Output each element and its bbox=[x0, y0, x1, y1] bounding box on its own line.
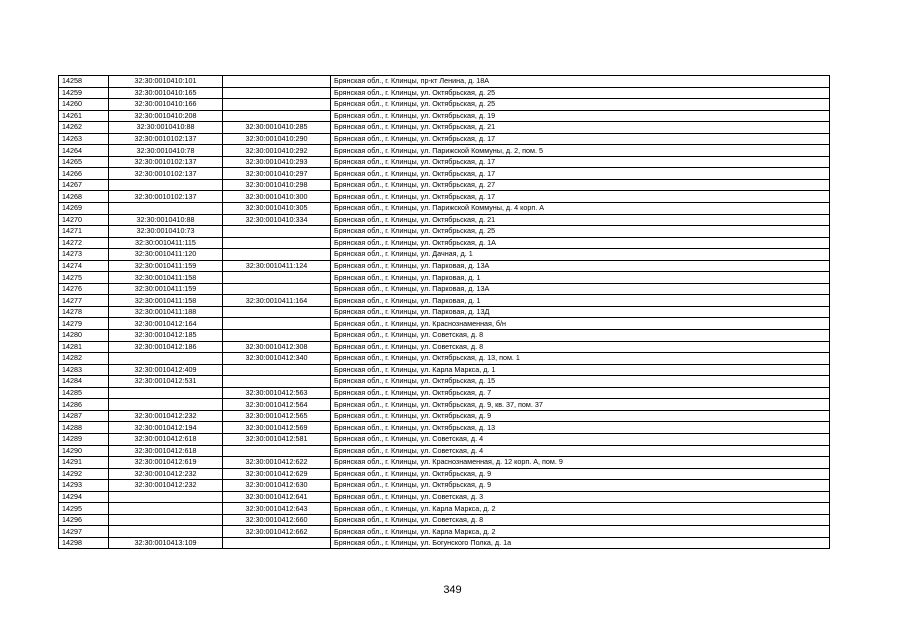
row-number: 14288 bbox=[59, 422, 109, 434]
table-row bbox=[59, 237, 830, 249]
cadastral-number-cell: 32:30:0010411:158 bbox=[109, 272, 223, 284]
table-row bbox=[59, 260, 830, 272]
cadastral-number-cell: 32:30:0010411:115 bbox=[109, 237, 223, 249]
linked-cadastral-number-cell bbox=[223, 537, 331, 549]
cadastral-number-cell: 32:30:0010102:137 bbox=[109, 168, 223, 180]
address-cell: Брянская обл., г. Клинцы, ул. Советская, д. 4 bbox=[331, 445, 830, 457]
address-cell: Брянская обл., г. Клинцы, ул. Октябрьская, д. 25 bbox=[331, 226, 830, 238]
address-cell: Брянская обл., г. Клинцы, ул. Парковая, д. 13Д bbox=[331, 306, 830, 318]
row-number: 14279 bbox=[59, 318, 109, 330]
cadastral-number-cell: 32:30:0010411:158 bbox=[109, 295, 223, 307]
table-row bbox=[59, 283, 830, 295]
row-number: 14289 bbox=[59, 433, 109, 445]
cadastral-number-cell bbox=[109, 514, 223, 526]
cadastral-number-cell: 32:30:0010410:78 bbox=[109, 145, 223, 157]
linked-cadastral-number-cell: 32:30:0010412:581 bbox=[223, 433, 331, 445]
row-number: 14285 bbox=[59, 387, 109, 399]
address-cell: Брянская обл., г. Клинцы, ул. Октябрьская, д. 13, пом. 1 bbox=[331, 353, 830, 365]
address-cell: Брянская обл., г. Клинцы, пр-кт Ленина, д. 18А bbox=[331, 76, 830, 88]
address-cell: Брянская обл., г. Клинцы, ул. Советская, д. 8 bbox=[331, 330, 830, 342]
cadastral-number-cell: 32:30:0010413:109 bbox=[109, 537, 223, 549]
linked-cadastral-number-cell bbox=[223, 110, 331, 122]
linked-cadastral-number-cell: 32:30:0010410:298 bbox=[223, 179, 331, 191]
table-row bbox=[59, 387, 830, 399]
table-row bbox=[59, 179, 830, 191]
address-cell: Брянская обл., г. Клинцы, ул. Октябрьская, д. 9 bbox=[331, 410, 830, 422]
cadastral-number-cell: 32:30:0010412:531 bbox=[109, 376, 223, 388]
row-number: 14263 bbox=[59, 133, 109, 145]
table-row bbox=[59, 422, 830, 434]
address-cell: Брянская обл., г. Клинцы, ул. Октябрьская, д. 25 bbox=[331, 87, 830, 99]
linked-cadastral-number-cell: 32:30:0010412:563 bbox=[223, 387, 331, 399]
address-cell: Брянская обл., г. Клинцы, ул. Октябрьская, д. 13 bbox=[331, 422, 830, 434]
row-number: 14281 bbox=[59, 341, 109, 353]
table-row bbox=[59, 156, 830, 168]
row-number: 14265 bbox=[59, 156, 109, 168]
address-cell: Брянская обл., г. Клинцы, ул. Октябрьская, д. 17 bbox=[331, 168, 830, 180]
row-number: 14282 bbox=[59, 353, 109, 365]
row-number: 14264 bbox=[59, 145, 109, 157]
cadastral-number-cell: 32:30:0010411:159 bbox=[109, 260, 223, 272]
linked-cadastral-number-cell: 32:30:0010412:564 bbox=[223, 399, 331, 411]
cadastral-number-cell: 32:30:0010411:159 bbox=[109, 283, 223, 295]
table-row bbox=[59, 537, 830, 549]
cadastral-number-cell: 32:30:0010410:166 bbox=[109, 99, 223, 111]
cadastral-number-cell bbox=[109, 503, 223, 515]
linked-cadastral-number-cell bbox=[223, 249, 331, 261]
cadastral-number-cell bbox=[109, 179, 223, 191]
linked-cadastral-number-cell: 32:30:0010411:164 bbox=[223, 295, 331, 307]
row-number: 14259 bbox=[59, 87, 109, 99]
address-cell: Брянская обл., г. Клинцы, ул. Богунского Полка, д. 1а bbox=[331, 537, 830, 549]
row-number: 14277 bbox=[59, 295, 109, 307]
row-number: 14258 bbox=[59, 76, 109, 88]
table-row bbox=[59, 76, 830, 88]
table-row bbox=[59, 353, 830, 365]
linked-cadastral-number-cell: 32:30:0010412:565 bbox=[223, 410, 331, 422]
row-number: 14295 bbox=[59, 503, 109, 515]
table-row bbox=[59, 214, 830, 226]
table-row bbox=[59, 526, 830, 538]
row-number: 14286 bbox=[59, 399, 109, 411]
cadastral-number-cell bbox=[109, 491, 223, 503]
table-row bbox=[59, 341, 830, 353]
cadastral-number-cell: 32:30:0010410:73 bbox=[109, 226, 223, 238]
linked-cadastral-number-cell: 32:30:0010410:334 bbox=[223, 214, 331, 226]
table-row bbox=[59, 514, 830, 526]
cadastral-number-cell: 32:30:0010412:618 bbox=[109, 445, 223, 457]
table-row bbox=[59, 457, 830, 469]
cadastral-number-cell bbox=[109, 399, 223, 411]
address-cell: Брянская обл., г. Клинцы, ул. Октябрьская, д. 7 bbox=[331, 387, 830, 399]
page-number: 349 bbox=[443, 584, 462, 596]
linked-cadastral-number-cell bbox=[223, 445, 331, 457]
row-number: 14287 bbox=[59, 410, 109, 422]
cadastral-number-cell: 32:30:0010412:618 bbox=[109, 433, 223, 445]
table-row bbox=[59, 491, 830, 503]
table-row bbox=[59, 410, 830, 422]
cadastral-number-cell: 32:30:0010412:185 bbox=[109, 330, 223, 342]
row-number: 14290 bbox=[59, 445, 109, 457]
address-cell: Брянская обл., г. Клинцы, ул. Октябрьская, д. 25 bbox=[331, 99, 830, 111]
table-row bbox=[59, 226, 830, 238]
address-cell: Брянская обл., г. Клинцы, ул. Краснознаменная, д. 12 корп. А, пом. 9 bbox=[331, 457, 830, 469]
row-number: 14276 bbox=[59, 283, 109, 295]
address-cell: Брянская обл., г. Клинцы, ул. Парковая, д. 1 bbox=[331, 295, 830, 307]
row-number: 14275 bbox=[59, 272, 109, 284]
cadastral-number-cell: 32:30:0010411:188 bbox=[109, 306, 223, 318]
row-number: 14266 bbox=[59, 168, 109, 180]
row-number: 14283 bbox=[59, 364, 109, 376]
table-row bbox=[59, 110, 830, 122]
table-row bbox=[59, 433, 830, 445]
linked-cadastral-number-cell bbox=[223, 283, 331, 295]
row-number: 14278 bbox=[59, 306, 109, 318]
linked-cadastral-number-cell bbox=[223, 376, 331, 388]
table-row bbox=[59, 272, 830, 284]
linked-cadastral-number-cell: 32:30:0010410:285 bbox=[223, 122, 331, 134]
linked-cadastral-number-cell bbox=[223, 87, 331, 99]
address-cell: Брянская обл., г. Клинцы, ул. Октябрьская, д. 17 bbox=[331, 133, 830, 145]
cadastral-number-cell: 32:30:0010412:619 bbox=[109, 457, 223, 469]
cadastral-number-cell bbox=[109, 353, 223, 365]
linked-cadastral-number-cell bbox=[223, 226, 331, 238]
cadastral-number-cell: 32:30:0010102:137 bbox=[109, 156, 223, 168]
address-cell: Брянская обл., г. Клинцы, ул. Карла Маркса, д. 2 bbox=[331, 526, 830, 538]
linked-cadastral-number-cell: 32:30:0010412:340 bbox=[223, 353, 331, 365]
linked-cadastral-number-cell: 32:30:0010410:297 bbox=[223, 168, 331, 180]
linked-cadastral-number-cell bbox=[223, 76, 331, 88]
cadastral-number-cell: 32:30:0010411:120 bbox=[109, 249, 223, 261]
row-number: 14297 bbox=[59, 526, 109, 538]
cadastral-number-cell: 32:30:0010410:88 bbox=[109, 122, 223, 134]
row-number: 14294 bbox=[59, 491, 109, 503]
row-number: 14270 bbox=[59, 214, 109, 226]
row-number: 14267 bbox=[59, 179, 109, 191]
address-cell: Брянская обл., г. Клинцы, ул. Октябрьская, д. 27 bbox=[331, 179, 830, 191]
row-number: 14260 bbox=[59, 99, 109, 111]
linked-cadastral-number-cell bbox=[223, 318, 331, 330]
address-cell: Брянская обл., г. Клинцы, ул. Октябрьская, д. 15 bbox=[331, 376, 830, 388]
linked-cadastral-number-cell: 32:30:0010410:305 bbox=[223, 203, 331, 215]
row-number: 14261 bbox=[59, 110, 109, 122]
address-cell: Брянская обл., г. Клинцы, ул. Октябрьская, д. 17 bbox=[331, 191, 830, 203]
row-number: 14268 bbox=[59, 191, 109, 203]
address-cell: Брянская обл., г. Клинцы, ул. Октябрьская, д. 17 bbox=[331, 156, 830, 168]
row-number: 14273 bbox=[59, 249, 109, 261]
row-number: 14272 bbox=[59, 237, 109, 249]
table-row bbox=[59, 445, 830, 457]
address-cell: Брянская обл., г. Клинцы, ул. Советская, д. 4 bbox=[331, 433, 830, 445]
address-cell: Брянская обл., г. Клинцы, ул. Октябрьская, д. 1А bbox=[331, 237, 830, 249]
address-cell: Брянская обл., г. Клинцы, ул. Советская, д. 8 bbox=[331, 341, 830, 353]
table-row bbox=[59, 306, 830, 318]
table-row bbox=[59, 99, 830, 111]
table-row bbox=[59, 503, 830, 515]
address-cell: Брянская обл., г. Клинцы, ул. Советская, д. 8 bbox=[331, 514, 830, 526]
cadastral-number-cell: 32:30:0010410:208 bbox=[109, 110, 223, 122]
linked-cadastral-number-cell: 32:30:0010412:629 bbox=[223, 468, 331, 480]
row-number: 14291 bbox=[59, 457, 109, 469]
cadastral-number-cell bbox=[109, 526, 223, 538]
linked-cadastral-number-cell bbox=[223, 99, 331, 111]
cadastral-number-cell: 32:30:0010412:409 bbox=[109, 364, 223, 376]
table-row bbox=[59, 87, 830, 99]
registry-table bbox=[58, 75, 830, 549]
row-number: 14292 bbox=[59, 468, 109, 480]
row-number: 14262 bbox=[59, 122, 109, 134]
cadastral-number-cell: 32:30:0010102:137 bbox=[109, 191, 223, 203]
address-cell: Брянская обл., г. Клинцы, ул. Октябрьская, д. 9, кв. 37, пом. 37 bbox=[331, 399, 830, 411]
address-cell: Брянская обл., г. Клинцы, ул. Дачная, д. 1 bbox=[331, 249, 830, 261]
table-row bbox=[59, 133, 830, 145]
registry-table-body bbox=[59, 76, 830, 549]
linked-cadastral-number-cell bbox=[223, 330, 331, 342]
table-row bbox=[59, 295, 830, 307]
address-cell: Брянская обл., г. Клинцы, ул. Парковая, д. 13А bbox=[331, 260, 830, 272]
address-cell: Брянская обл., г. Клинцы, ул. Советская, д. 3 bbox=[331, 491, 830, 503]
linked-cadastral-number-cell bbox=[223, 364, 331, 376]
row-number: 14280 bbox=[59, 330, 109, 342]
table-row bbox=[59, 318, 830, 330]
address-cell: Брянская обл., г. Клинцы, ул. Краснознаменная, б/н bbox=[331, 318, 830, 330]
linked-cadastral-number-cell: 32:30:0010411:124 bbox=[223, 260, 331, 272]
address-cell: Брянская обл., г. Клинцы, ул. Парижской Коммуны, д. 2, пом. 5 bbox=[331, 145, 830, 157]
cadastral-number-cell: 32:30:0010410:88 bbox=[109, 214, 223, 226]
cadastral-number-cell: 32:30:0010410:101 bbox=[109, 76, 223, 88]
row-number: 14274 bbox=[59, 260, 109, 272]
cadastral-number-cell: 32:30:0010412:232 bbox=[109, 410, 223, 422]
cadastral-number-cell: 32:30:0010410:165 bbox=[109, 87, 223, 99]
cadastral-number-cell: 32:30:0010412:186 bbox=[109, 341, 223, 353]
linked-cadastral-number-cell bbox=[223, 306, 331, 318]
address-cell: Брянская обл., г. Клинцы, ул. Октябрьская, д. 9 bbox=[331, 468, 830, 480]
linked-cadastral-number-cell: 32:30:0010410:293 bbox=[223, 156, 331, 168]
address-cell: Брянская обл., г. Клинцы, ул. Октябрьская, д. 21 bbox=[331, 122, 830, 134]
row-number: 14298 bbox=[59, 537, 109, 549]
linked-cadastral-number-cell: 32:30:0010410:300 bbox=[223, 191, 331, 203]
cadastral-number-cell: 32:30:0010412:164 bbox=[109, 318, 223, 330]
row-number: 14269 bbox=[59, 203, 109, 215]
cadastral-number-cell: 32:30:0010412:232 bbox=[109, 480, 223, 492]
linked-cadastral-number-cell: 32:30:0010410:292 bbox=[223, 145, 331, 157]
table-row bbox=[59, 122, 830, 134]
address-cell: Брянская обл., г. Клинцы, ул. Октябрьская, д. 9 bbox=[331, 480, 830, 492]
linked-cadastral-number-cell: 32:30:0010412:660 bbox=[223, 514, 331, 526]
table-row bbox=[59, 203, 830, 215]
table-row bbox=[59, 364, 830, 376]
cadastral-number-cell: 32:30:0010412:194 bbox=[109, 422, 223, 434]
linked-cadastral-number-cell: 32:30:0010410:290 bbox=[223, 133, 331, 145]
linked-cadastral-number-cell: 32:30:0010412:308 bbox=[223, 341, 331, 353]
address-cell: Брянская обл., г. Клинцы, ул. Октябрьская, д. 19 bbox=[331, 110, 830, 122]
table-row bbox=[59, 399, 830, 411]
cadastral-number-cell: 32:30:0010102:137 bbox=[109, 133, 223, 145]
row-number: 14296 bbox=[59, 514, 109, 526]
address-cell: Брянская обл., г. Клинцы, ул. Карла Маркса, д. 2 bbox=[331, 503, 830, 515]
cadastral-number-cell bbox=[109, 203, 223, 215]
linked-cadastral-number-cell: 32:30:0010412:569 bbox=[223, 422, 331, 434]
table-row bbox=[59, 480, 830, 492]
linked-cadastral-number-cell: 32:30:0010412:630 bbox=[223, 480, 331, 492]
address-cell: Брянская обл., г. Клинцы, ул. Карла Маркса, д. 1 bbox=[331, 364, 830, 376]
table-row bbox=[59, 145, 830, 157]
address-cell: Брянская обл., г. Клинцы, ул. Парковая, д. 1 bbox=[331, 272, 830, 284]
linked-cadastral-number-cell: 32:30:0010412:622 bbox=[223, 457, 331, 469]
table-row bbox=[59, 330, 830, 342]
address-cell: Брянская обл., г. Клинцы, ул. Парковая, д. 13А bbox=[331, 283, 830, 295]
address-cell: Брянская обл., г. Клинцы, ул. Парижской Коммуны, д. 4 корп. А bbox=[331, 203, 830, 215]
row-number: 14271 bbox=[59, 226, 109, 238]
address-cell: Брянская обл., г. Клинцы, ул. Октябрьская, д. 21 bbox=[331, 214, 830, 226]
linked-cadastral-number-cell: 32:30:0010412:641 bbox=[223, 491, 331, 503]
table-row bbox=[59, 376, 830, 388]
row-number: 14293 bbox=[59, 480, 109, 492]
table-row bbox=[59, 191, 830, 203]
table-row bbox=[59, 249, 830, 261]
cadastral-number-cell bbox=[109, 387, 223, 399]
table-row bbox=[59, 468, 830, 480]
row-number: 14284 bbox=[59, 376, 109, 388]
linked-cadastral-number-cell bbox=[223, 272, 331, 284]
linked-cadastral-number-cell: 32:30:0010412:643 bbox=[223, 503, 331, 515]
linked-cadastral-number-cell: 32:30:0010412:662 bbox=[223, 526, 331, 538]
cadastral-number-cell: 32:30:0010412:232 bbox=[109, 468, 223, 480]
table-row bbox=[59, 168, 830, 180]
linked-cadastral-number-cell bbox=[223, 237, 331, 249]
